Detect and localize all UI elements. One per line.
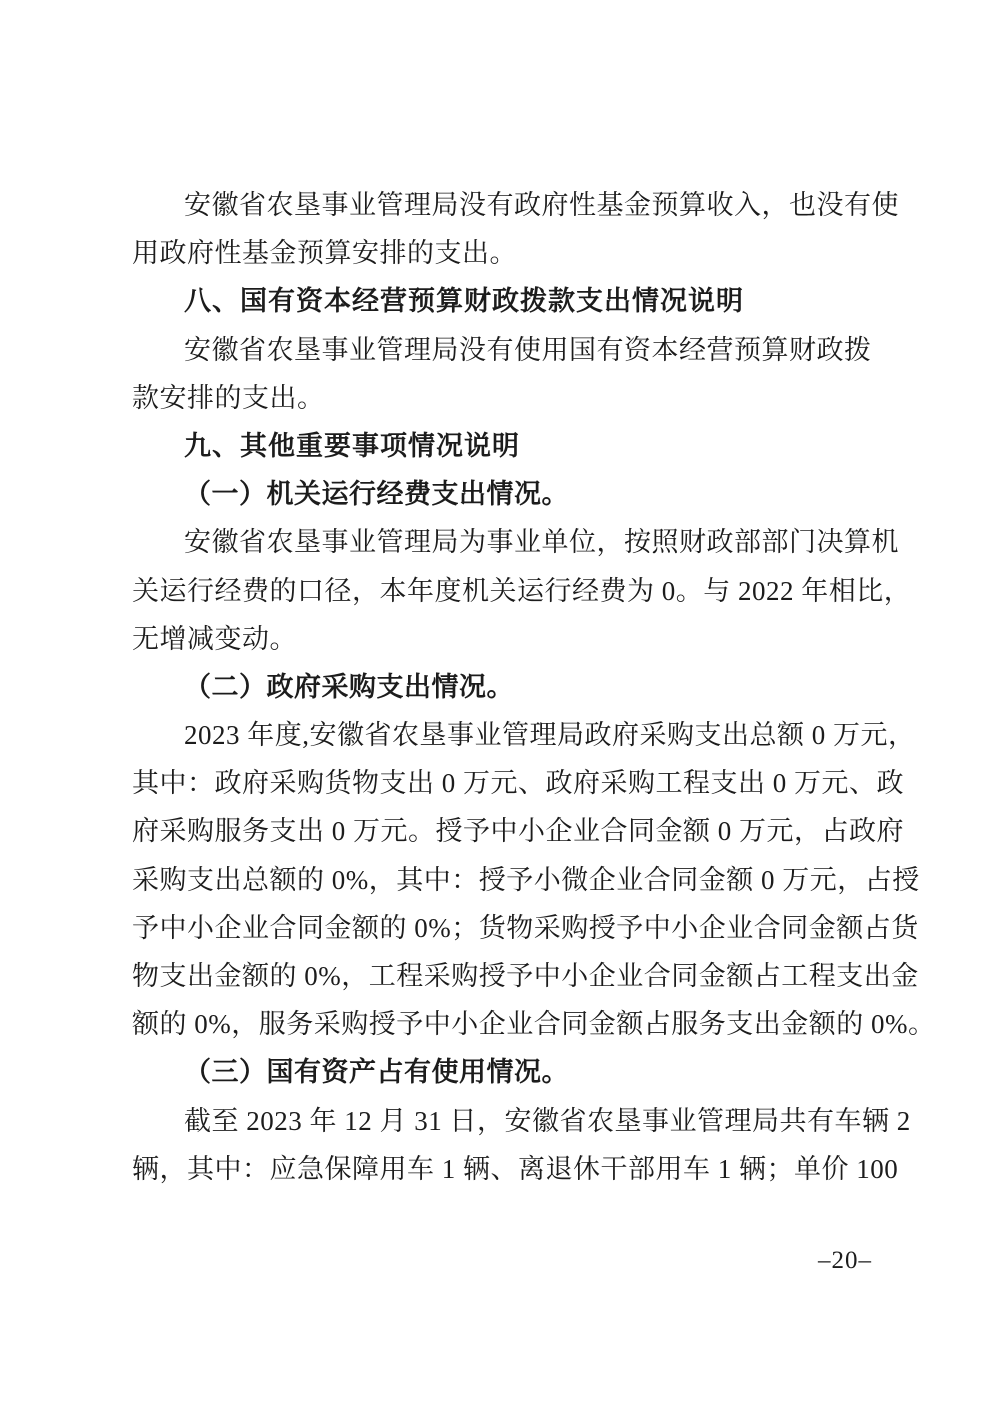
body-text-line: 用政府性基金预算安排的支出。 — [132, 238, 517, 269]
body-text-line: 2023 年度,安徽省农垦事业管理局政府采购支出总额 0 万元， — [184, 720, 916, 751]
page-number: –20– — [818, 1247, 872, 1274]
body-text-line: 无增减变动。 — [132, 623, 297, 654]
body-text-line: 额的 0%，服务采购授予中小企业合同金额占服务支出金额的 0%。 — [132, 1009, 936, 1040]
body-text-line: 关运行经费的口径，本年度机关运行经费为 0。与 2022 年相比， — [132, 575, 912, 606]
body-text-line: 辆，其中：应急保障用车 1 辆、离退休干部用车 1 辆；单价 100 — [132, 1153, 899, 1184]
body-text-line: 物支出金额的 0%，工程采购授予中小企业合同金额占工程支出金 — [132, 961, 919, 991]
section-heading: 九、其他重要事项情况说明 — [184, 430, 520, 461]
document-body — [132, 181, 936, 1193]
body-text-line: 截至 2023 年 12 月 31 日，安徽省农垦事业管理局共有车辆 2 — [184, 1105, 911, 1136]
body-text-line: 安徽省农垦事业管理局没有使用国有资本经营预算财政拨 — [184, 334, 872, 365]
body-text-line: 予中小企业合同金额的 0%；货物采购授予中小企业合同金额占货 — [132, 912, 919, 943]
body-text-line: 其中：政府采购货物支出 0 万元、政府采购工程支出 0 万元、政 — [132, 768, 904, 799]
subsection-heading: （一）机关运行经费支出情况。 — [184, 479, 569, 510]
body-text-line: 府采购服务支出 0 万元。授予中小企业合同金额 0 万元，占政府 — [132, 816, 904, 847]
subsection-heading: （二）政府采购支出情况。 — [184, 671, 514, 702]
subsection-heading: （三）国有资产占有使用情况。 — [184, 1057, 569, 1088]
body-text-line: 安徽省农垦事业管理局为事业单位，按照财政部部门决算机 — [184, 527, 899, 558]
body-text-line: 款安排的支出。 — [132, 382, 325, 413]
section-heading: 八、国有资本经营预算财政拨款支出情况说明 — [184, 286, 744, 317]
body-text-line: 采购支出总额的 0%，其中：授予小微企业合同金额 0 万元，占授 — [132, 864, 920, 895]
body-text-line: 安徽省农垦事业管理局没有政府性基金预算收入，也没有使 — [184, 190, 899, 220]
